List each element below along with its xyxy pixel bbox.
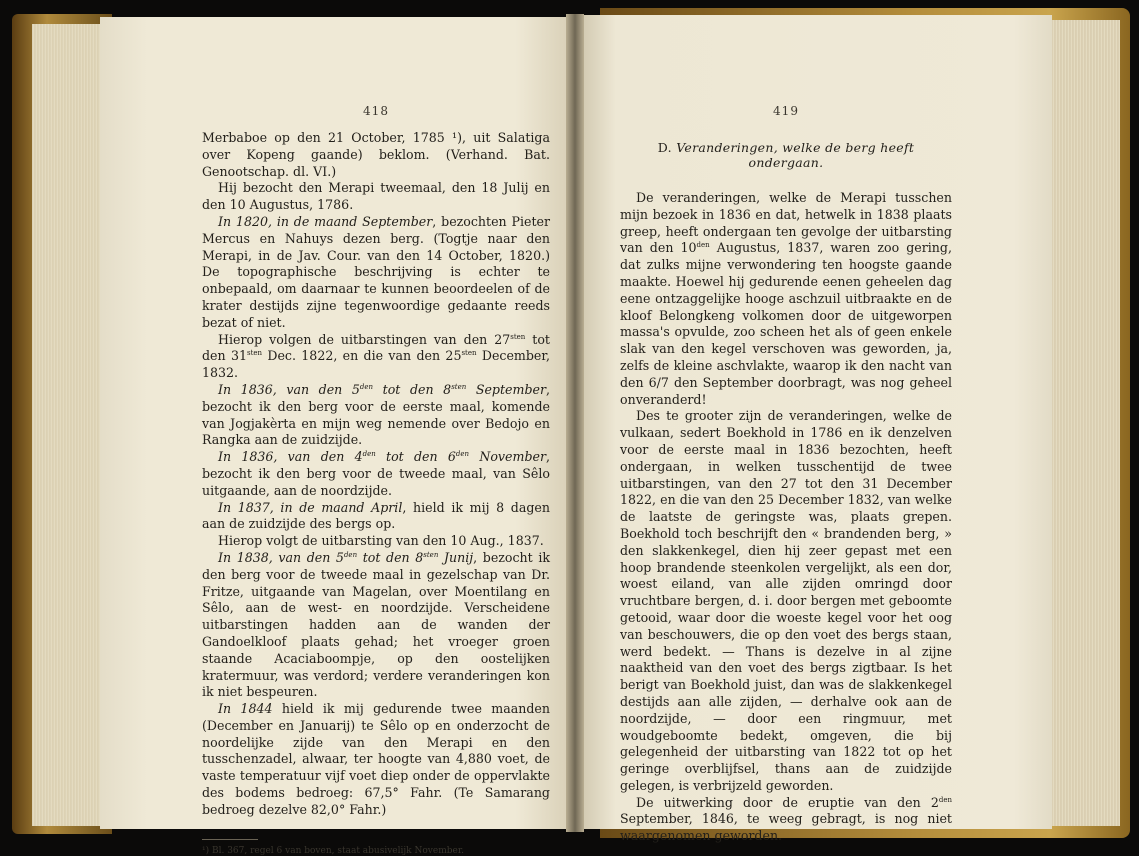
superscript: sten — [246, 349, 263, 358]
left-page-text — [202, 130, 550, 819]
text-run: tot den 8 — [357, 549, 424, 565]
footnote-rule — [202, 839, 258, 840]
superscript: den — [455, 449, 470, 458]
text-run: Hij bezocht den Merapi tweemaal, den 18 Julij en den 10 Augustus, 1786. — [202, 180, 550, 213]
page-number: 418 — [363, 104, 389, 118]
text-run: November — [469, 449, 546, 465]
section-heading — [620, 140, 952, 170]
text-run: De uitwerking door de eruptie van den 2 — [636, 794, 939, 810]
text-run: September — [466, 381, 546, 397]
text-run: In 1820, in de maand September — [218, 213, 433, 229]
text-run: , bezocht ik den berg voor de tweede maal, van Sêlo uitgaande, aan de noordzijde. — [202, 449, 550, 498]
right-page-edges — [1040, 20, 1120, 826]
paragraph — [202, 533, 550, 550]
footnote: ¹) Bl. 367, regel 6 van boven, staat abusivelijk November. — [202, 845, 464, 856]
superscript: den — [938, 795, 952, 804]
paragraph — [202, 180, 550, 214]
paragraph — [202, 382, 550, 449]
paragraph — [202, 500, 550, 534]
text-run: tot den 31 — [202, 331, 550, 364]
text-run: Hierop volgen de uitbarstingen van den 27 — [218, 331, 511, 347]
text-run: , bezochten Pieter Mercus en Nahuys dezen berg. (Togtje naar den Merapi, in de Jav. Cour. van den 14 October, 1820.) De topographische beschrijving is echter te onbepaald, om daarnaar te kunnen beoordeelen of de krater destijds zijne tegenwoordige gedaante reeds bezat of niet. — [202, 213, 550, 330]
text-run: Des te grooter zijn de veranderingen, welke de vulkaan, sedert Boekhold in 1786 en ik denzelven voor de eerste maal in 1836 bezochten, heeft ondergaan, in welken tusschentijd de twee uitbarstingen, van den 27 tot den 31 December 1822, en die van den 25 December 1832, van welke de laatste de geringste was, plaats grepen. Boekhold toch beschrijft den « brandenden berg, » den slakkenkegel, dien hij zeer gepast met een hoop brandende steenkolen vergelijkt, als een dor, woest eiland, van alle zijden omringd door vruchtbare bergen, d. i. door bergen met geboomte getooid, waar door die woeste kegel voor het oog van beschouwers, die op den voet des bergs staan, werd bedekt. — Thans is dezelve in al zijne naaktheid van den voet des bergs zigtbaar. Is het berigt van Boekhold juist, dan was de slakkenkegel destijds aan alle zijden, — derhalve ook aan de noordzijde, — door een ringmuur, met woudgeboomte bedekt, omgeven, die bij gelegenheid der uitbarsting van 1822 tot op het geringe overblijfsel, thans aan de zuidzijde gelegen, is verbrijzeld geworden. — [620, 408, 952, 793]
paragraph — [202, 550, 550, 701]
superscript: sten — [451, 382, 467, 391]
superscript: sten — [423, 550, 439, 559]
paragraph — [202, 701, 550, 819]
text-run: Junij — [438, 549, 474, 565]
text-run: In 1838, van den 5 — [218, 549, 344, 565]
text-run: September, 1846, te weeg gebragt, is nog niet waargenomen geworden. — [620, 811, 952, 844]
text-run: In 1844 — [218, 701, 273, 717]
text-run: Dec. 1822, en die van den 25 — [262, 348, 462, 364]
text-run: December, 1832. — [202, 348, 551, 381]
text-run: tot den 8 — [373, 381, 452, 397]
text-run: , hield ik mij 8 dagen aan de zuidzijde des bergs op. — [202, 499, 550, 532]
text-run: De veranderingen, welke de Merapi tusschen mijn bezoek in 1836 en dat, hetwelk in 1838 plaats greep, heeft ondergaan ten gevolge der uitbarsting van den 10 — [620, 190, 952, 256]
superscript: den — [362, 449, 376, 458]
right-page — [578, 15, 1052, 844]
text-run: hield ik mij gedurende twee maanden (December en Januarij) te Sêlo op en onderzocht de noordelijke zijde van den Merapi en den tusschenzadel, alwaar, ter hoogte van 4,880 voet, de vaste temperatuur vijf voet diep onder de oppervlakte des bodems bedroeg: 67,5° Fahr. (Te Samarang bedroeg dezelve 82,0° Fahr.) — [202, 701, 550, 817]
left-page-edges — [32, 24, 110, 826]
left-page — [100, 17, 572, 856]
text-run: Merbaboe op den 21 October, 1785 ¹), uit Salatiga over Kopeng gaande) beklom. (Verhand. Bat. Genootschap. dl. VI.) — [202, 130, 550, 179]
text-run: In 1836, van den 4 — [218, 449, 363, 465]
book-gutter — [566, 14, 584, 832]
section-title: Veranderingen, welke de berg heeft ondergaan. — [676, 140, 915, 170]
superscript: sten — [461, 349, 477, 358]
text-run: In 1837, in de maand April — [218, 499, 403, 515]
superscript: sten — [510, 332, 526, 341]
paragraph — [202, 332, 550, 382]
page-number: 419 — [773, 104, 799, 118]
paragraph — [202, 449, 550, 499]
superscript: den — [359, 382, 374, 391]
text-run: , bezocht ik den berg voor de eerste maal, komende van Jogjakèrta en mijn weg nemende over Bedojo en Rangka aan de zuidzijde. — [202, 381, 550, 448]
paragraph — [202, 130, 550, 180]
text-run: tot den 6 — [375, 449, 456, 465]
section-letter: D. — [657, 140, 672, 155]
text-run: Augustus, 1837, waren zoo gering, dat zulks mijne verwondering ten hoogste gaande maakte. Hoewel hij gedurende eenen geheelen dag eene ontzaggelijke hooge aschzuil uitbraakte en de kloof Belongkeng volkomen door de uitgeworpen massa's opvulde, zoo scheen het als of geen enkele slak van den kegel verschoven was geworden, ja, zelfs de kleine aschvlakte, waarop ik den nacht van den 6/7 den September doorbragt, was nog geheel onveranderd! — [620, 240, 952, 407]
superscript: den — [343, 550, 358, 559]
text-run: Hierop volgt de uitbarsting van den 10 Aug., 1837. — [218, 533, 544, 549]
paragraph — [202, 214, 550, 332]
right-page-text — [620, 190, 952, 845]
paragraph — [620, 795, 952, 845]
text-run: , bezocht ik den berg voor de tweede maal in gezelschap van Dr. Fritze, uitgaande van Magelan, over Moentilang en Sêlo, aan de west- en noordzijde. Verscheidene uitbarstingen hadden aan de wanden der Gandoelkloof plaats gehad; het vroeger groen staande Acaciaboompje, op den oostelijken kratermuur, was verdord; verdere veranderingen kon ik niet bespeuren. — [202, 549, 550, 700]
superscript: den — [696, 241, 710, 250]
text-run: In 1836, van den 5 — [218, 381, 360, 397]
paragraph — [620, 408, 952, 794]
paragraph — [620, 190, 952, 408]
